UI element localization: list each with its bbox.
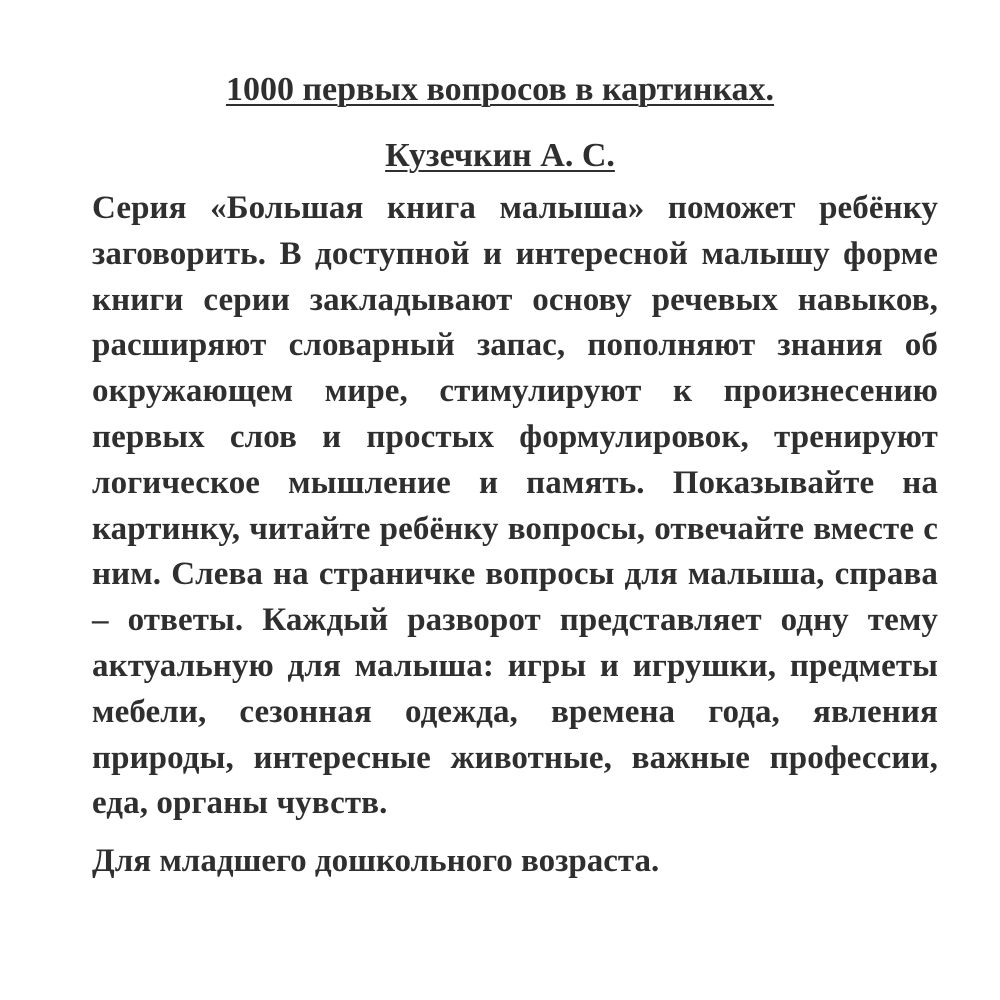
age-note: Для младшего дошкольного возраста. [92,843,660,880]
book-title: 1000 первых вопросов в картинках. [225,71,775,108]
book-author: Кузечкин А. С. [385,137,615,174]
book-description: Серия «Большая книга малыша» поможет ребёнку заговорить. В доступной и интересной малышу форме книги серии закладывают основу речевых навыков, расширяют словарный запас, пополняют знания об окружающем мире, стимулируют к произнесению первых слов и простых формулировок, тренируют логическое мышление и память. Показывайте на картинку, читайте ребёнку вопросы, отвечайте вместе с ним. Слева на страничке вопросы для малыша, справа – ответы. Каждый разворот представляет одну тему актуальную для малыша: игры и игрушки, предметы мебели, сезонная одежда, времена года, явления природы, интересные животные, важные профессии, еда, органы чувств. [92,190,938,822]
